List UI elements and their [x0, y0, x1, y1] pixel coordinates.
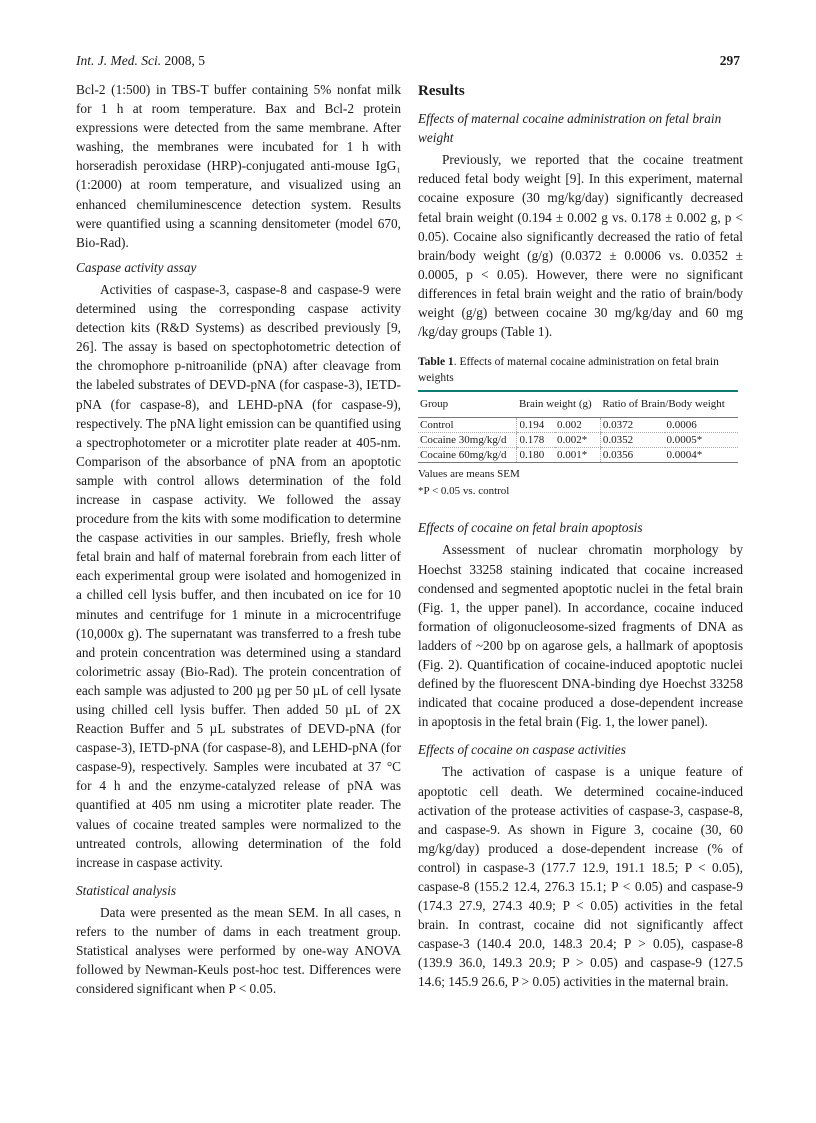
table-cell: 0.194: [517, 418, 555, 433]
table-row: [418, 418, 738, 433]
caspase-assay-paragraph: Activities of caspase-3, caspase-8 and caspase-9 were determined using the corresponding caspase activity detection kits (R&D Systems) as described previously [9, 26]. The assay is based on spectophotometric detection of the chromophore p-nitroanilide (pNA) after cleavage from the labeled substrates of DEVD-pNA (for caspase-3), IETD-pNA (for caspase-8), and LEHD-pNA (for caspase-9), respectively. The pNA light emission can be quantified using a spectrophotometer or a microtiter plate reader at 405-nm. Comparison of the absorbance of pNA from an apoptotic sample with control allows determination of the fold increase in caspase activity. We followed the assay procedure from the kits with some modification to determine the caspase activities in our samples. Briefly, fresh whole fetal brain and half of maternal forebrain from each litter of each experimental group were isolated and homogenized in a chilled cell lysis buffer, and then incubated on ice for 10 minutes and centrifuge for 1 minute in a microcentrifuge (10,000x g). The supernatant was transferred to a fresh tube and protein concentration was determined using a standard colorimetric assay (Bio-Rad). The protein concentration of each sample was adjusted to 200 µg per 50 µL of cell lysate using chilled cell lysis buffer. Then added 50 µL of 2X Reaction Buffer and 5 µL substrates of DEVD-pNA (for caspase-3), IETD-pNA (for caspase-8), and LEHD-pNA (for caspase-9), respectively. Samples were incubated at 37 °C for 4 h and the enzyme-catalyzed release of pNA was quantified at 405 nm using a microtiter plate reader. The values of cocaine treated samples were normalized to the untreated controls, allowing determination of the fold increase in caspase activity.: [76, 281, 401, 870]
table-caption-text: . Effects of maternal cocaine administration on fetal brain weights: [418, 356, 719, 385]
brain-weight-paragraph: Previously, we reported that the cocaine treatment reduced fetal body weight [9]. In this experiment, maternal cocaine exposure (30 mg/kg/day) significantly decreased fetal brain weight (0.194 ± 0.002 g vs. 0.178 ± 0.002 g, p < 0.05). Cocaine also significantly decreased the ratio of fetal brain/body weight (g/g) (0.0372 ± 0.0006 vs. 0.0352 ± 0.0005, p < 0.05). However, there were no significant differences in fetal brain weight and the ratio of brain/body weight (g/g) between cocaine 30 mg/kg/day and 60 mg /kg/day groups (Table 1).: [418, 152, 743, 340]
caspase-assay-heading: Caspase activity assay: [76, 259, 197, 275]
table-cell: 0.0352: [600, 433, 664, 448]
table-cell: 0.0006: [665, 418, 738, 433]
results-heading: Results: [418, 83, 465, 99]
table-cell: 0.0005*: [665, 433, 738, 448]
page-header: [76, 53, 740, 73]
statistical-analysis-heading: Statistical analysis: [76, 882, 177, 898]
right-column: [418, 80, 743, 992]
apoptosis-paragraph: Assessment of nuclear chromatin morphology by Hoechst 33258 staining indicated that cocaine increased condensed and segmented apoptotic nuclei in the fetal brain (Fig. 1, the upper panel). In accordance, cocaine induced formation of oligonucleosome-sized fragments of DNA as ladders of ~200 bp on agarose gels, a hallmark of apoptosis (Fig. 2). Quantification of cocaine-induced apoptotic nuclei defined by the fluorescent DNA-binding dye Hoechst 33258 indicated that cocaine produced a dose-dependent increase in apoptosis in the fetal brain (Fig. 1, the lower panel).: [418, 542, 743, 730]
apoptosis-heading: Effects of cocaine on fetal brain apoptosis: [418, 520, 643, 536]
table-header-brain-weight: Brain weight (g): [517, 391, 600, 418]
page-number: 297: [719, 53, 740, 68]
caspase-activities-paragraph: The activation of caspase is a unique feature of apoptotic cell death. We determined cocaine-induced activation of the protease activities of caspase-3, caspase-8, and caspase-9. As shown in Figure 3, cocaine (30, 60 mg/kg/day) produced a dose-dependent increase (% of control) in caspase-3 (177.7 12.9, 191.1 18.5; P < 0.05), caspase-8 (155.2 12.4, 276.3 15.1; P < 0.05) and caspase-9 (174.3 27.9, 274.3 40.9; P < 0.05) activities in the fetal brain. In contrast, cocaine did not significantly affect caspase-3 (140.4 20.0, 148.3 20.4; P > 0.05), caspase-8 (139.9 36.0, 149.3 20.9; P > 0.05) and caspase-9 (127.5 14.6; 145.9 26.6, P > 0.05) activities in the maternal brain.: [418, 764, 743, 990]
table-label: Table 1: [418, 356, 454, 369]
table-cell: 0.0372: [600, 418, 664, 433]
table-note-significance: *P < 0.05 vs. control: [418, 485, 510, 498]
western-blot-paragraph: Bcl-2 (1:500) in TBS-T buffer containing 5% nonfat milk for 1 h at room temperature. Bax and Bcl-2 protein expressions were detected from the same membrane. After washing, the membranes were incubated for 1 h with horseradish peroxidase (HRP)-conjugated anti-mouse IgG₁ (1:2000) at room temperature, and visualized using an enhanced chemiluminescence detection system. Results were quantified using a scanning densitometer (model 670, Bio-Rad).: [76, 82, 401, 250]
table-row: [418, 433, 738, 448]
table-note-means: Values are means SEM: [418, 468, 520, 481]
table-cell: Cocaine 60mg/kg/d: [418, 448, 517, 463]
table-cell: 0.002*: [555, 433, 600, 448]
table-cell: 0.001*: [555, 448, 600, 463]
table-cell: 0.002: [555, 418, 600, 433]
table-header-group: Group: [418, 391, 517, 418]
brain-weight-table: [418, 390, 738, 463]
journal-title: Int. J. Med. Sci.: [76, 53, 162, 68]
table-cell: Cocaine 30mg/kg/d: [418, 433, 517, 448]
caspase-activities-heading: Effects of cocaine on caspase activities: [418, 742, 626, 758]
table-caption: [418, 354, 743, 386]
running-head: [76, 53, 205, 69]
brain-weight-heading: Effects of maternal cocaine administration on fetal brain weight: [418, 111, 722, 146]
table-cell: Control: [418, 418, 517, 433]
table-header-row: [418, 391, 738, 418]
table-row: [418, 448, 738, 463]
left-column: [76, 80, 401, 998]
table-header-ratio: Ratio of Brain/Body weight: [600, 391, 738, 418]
journal-year-volume: 2008, 5: [164, 53, 205, 68]
table-cell: 0.180: [517, 448, 555, 463]
statistical-analysis-paragraph: Data were presented as the mean SEM. In all cases, n refers to the number of dams in each treatment group. Statistical analyses were performed by one-way ANOVA followed by Newman-Keuls post-hoc test. Differences were considered significant when P < 0.05.: [76, 904, 401, 997]
table-cell: 0.0356: [600, 448, 664, 463]
table-cell: 0.0004*: [665, 448, 738, 463]
table-cell: 0.178: [517, 433, 555, 448]
